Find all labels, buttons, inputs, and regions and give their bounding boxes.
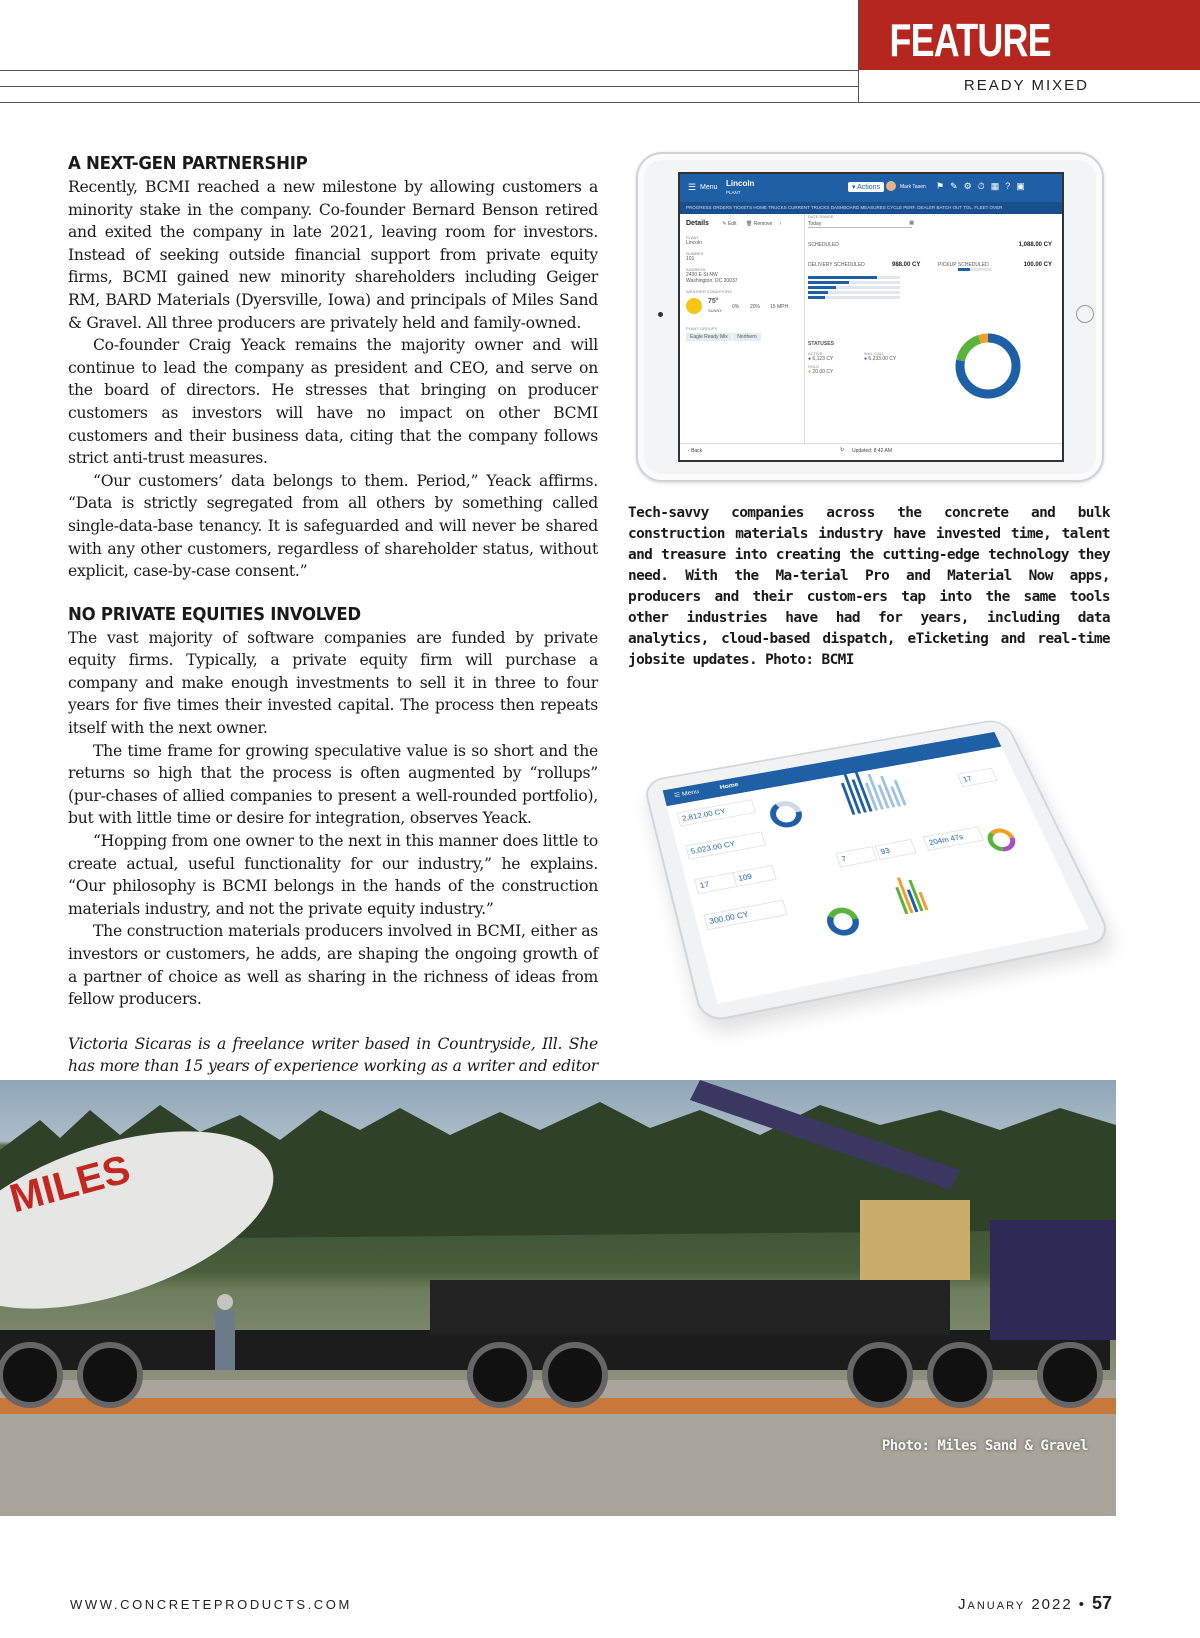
app-screen bbox=[678, 172, 1064, 462]
tablet-frame bbox=[642, 718, 1114, 1024]
wheel bbox=[850, 1345, 910, 1405]
wheel bbox=[930, 1345, 990, 1405]
scheduled-value: 1,088.00 CY bbox=[1018, 242, 1052, 248]
paragraph: The time frame for growing speculative value is so short and the returns so high that the process is often augmented by “rollups” (pur-chases of allied companies to present a well-rounded portfolio), but with little time or desire for integration, observes Yeack. bbox=[68, 741, 598, 828]
progress-bar bbox=[808, 296, 900, 299]
bullet-separator: • bbox=[1078, 1596, 1086, 1613]
hold-label: HOLD bbox=[808, 364, 820, 369]
field-label: PLANT bbox=[686, 235, 699, 240]
date-range-value: Today bbox=[808, 221, 822, 227]
remove-button[interactable]: 🗑 Remove bbox=[745, 221, 773, 227]
remove-label: Remove bbox=[753, 221, 773, 227]
kpi-value: 2,812.00 CY bbox=[681, 807, 727, 823]
truck-brand-logo: MILES bbox=[5, 1147, 135, 1222]
pickup-progress bbox=[958, 266, 992, 273]
updated-timestamp: Updated: 8:42 AM bbox=[852, 448, 893, 454]
menu-icon[interactable]: ☰ bbox=[673, 792, 682, 799]
plant-group-chip[interactable]: Northern bbox=[733, 333, 760, 341]
active-value-row: ● 6,123 CY bbox=[808, 356, 834, 362]
field-value: Lincoln bbox=[686, 240, 702, 246]
delivery-value: 988.00 CY bbox=[892, 262, 921, 268]
kpi-value: 17 bbox=[961, 774, 974, 784]
actions-label: Actions bbox=[857, 184, 881, 191]
kpi-value: 204m 47s bbox=[927, 833, 965, 847]
wheel bbox=[80, 1345, 140, 1405]
field-label: PLANT GROUPS bbox=[686, 326, 718, 331]
edit-label: Edit bbox=[727, 221, 737, 227]
toolbar-icons[interactable]: ⚑✎⚙⏱▦?▣ bbox=[936, 181, 1031, 191]
status-donut-chart bbox=[948, 326, 1028, 406]
progress-bar bbox=[958, 268, 992, 271]
hold-value-row: ● 20.00 CY bbox=[808, 369, 834, 375]
worker bbox=[215, 1310, 235, 1370]
bar-chart bbox=[837, 762, 907, 814]
paragraph: “Our customers’ data belongs to them. Period,” Yeack affirms. “Data is strictly segregated from all others by something called single-data-base tenancy. It is safeguarded and will never be shared with any other customers, regardless of shareholder status, without explicit, case-by-case consent.” bbox=[68, 471, 598, 581]
paragraph: The construction materials producers involved in BCMI, either as investors or customers, he adds, are shaping the ongoing growth of a partner of choice as well as sharing in the richness of ideas from fellow producers. bbox=[68, 922, 598, 1009]
will-call-value-row: ● 6,233.00 CY bbox=[864, 356, 897, 362]
actions-button[interactable]: ▾ Actions bbox=[848, 182, 884, 192]
scheduled-label: SCHEDULED bbox=[808, 242, 839, 248]
wheel bbox=[470, 1345, 530, 1405]
kpi-value: 17 bbox=[699, 880, 711, 890]
humidity-value: 20% bbox=[750, 304, 761, 310]
wind-value: 15 MPH bbox=[770, 304, 789, 310]
temperature: 75° bbox=[708, 298, 719, 305]
tablet-screenshot-angled bbox=[630, 680, 1090, 1010]
app-header bbox=[680, 174, 1062, 202]
feature-banner bbox=[858, 0, 1200, 70]
header-rule-mid bbox=[0, 86, 858, 87]
trailer-deck bbox=[430, 1280, 950, 1335]
active-label: ACTIVE bbox=[808, 351, 823, 356]
header-rule-top bbox=[0, 70, 858, 71]
field-label: ADDRESS bbox=[686, 267, 706, 272]
will-call-label: WILL CALL bbox=[864, 351, 885, 356]
crane-base bbox=[860, 1200, 970, 1280]
menu-label: Menu bbox=[681, 789, 700, 798]
user-name: Mark Tasen bbox=[900, 184, 926, 190]
bar bbox=[894, 780, 907, 806]
kpi-value: 5,023.00 CY bbox=[689, 839, 737, 856]
delivery-label: DELIVERY SCHEDULED bbox=[808, 262, 865, 268]
page-number: 57 bbox=[1091, 1593, 1112, 1613]
tablet-screenshot bbox=[636, 152, 1104, 482]
field-value: 101 bbox=[686, 256, 695, 262]
issue-date: January 2022 bbox=[958, 1596, 1073, 1613]
paragraph: “Hopping from one owner to the next in this manner does little to create actual, useful functionality for our industry,” he explains. “Our philosophy is BCMI belongs in the hands of the construction materials industry, and not the private equity industry.” bbox=[68, 832, 598, 918]
progress-bar bbox=[808, 276, 900, 279]
edit-button[interactable]: ✎ Edit bbox=[722, 221, 737, 227]
precip-value: 0% bbox=[732, 304, 740, 310]
construction-photo bbox=[0, 1080, 1116, 1516]
wheel bbox=[0, 1345, 60, 1405]
pickup-label: PICKUP SCHEDULED bbox=[938, 262, 989, 268]
author-bio: Victoria Sicaras is a freelance writer based in Countryside, Ill. She has more than 15 years of experience working as a writer and editor bbox=[68, 1034, 598, 1076]
home-button-icon bbox=[1076, 305, 1094, 323]
kpi-value: 109 bbox=[737, 872, 753, 883]
section1-heading: A NEXT-GEN PARTNERSHIP bbox=[68, 153, 308, 174]
kpi-value: 300.00 CY bbox=[708, 910, 750, 926]
wheel bbox=[1040, 1345, 1100, 1405]
dashboard-charts bbox=[663, 732, 1089, 1002]
date-range-label: DATE RANGE bbox=[808, 214, 834, 219]
field-label: NUMBER bbox=[686, 251, 704, 256]
photo-credit: Photo: Miles Sand & Gravel bbox=[881, 1438, 1088, 1454]
plant-group-chip[interactable]: Eagle Ready Mix bbox=[686, 333, 732, 341]
progress-bar bbox=[808, 291, 900, 294]
app-nav-tabs[interactable]: PROGRESS ORDERS TICKETS HOME TRUCKS CURRENT TRUCKS DASHBOARD MEASURES CYCLE PERF. DEALER BATCH OUT TOL. FLEET OVER bbox=[680, 202, 1062, 214]
home-label: Home bbox=[719, 782, 740, 791]
worker bbox=[217, 1294, 233, 1310]
menu-icon[interactable]: ☰ bbox=[688, 182, 697, 192]
will-call-value: 6,233.00 CY bbox=[868, 356, 897, 362]
camera-icon bbox=[658, 312, 663, 317]
plant-subtitle: PLANT bbox=[726, 190, 741, 195]
feature-label: FEATURE bbox=[889, 14, 1051, 66]
details-panel bbox=[680, 214, 805, 444]
dashboard-screen bbox=[663, 732, 1089, 1004]
schedule-panel bbox=[808, 214, 1058, 444]
back-label: Back bbox=[691, 448, 703, 454]
kpi-value: 93 bbox=[879, 846, 891, 856]
avatar[interactable] bbox=[886, 181, 896, 191]
progress-bar bbox=[808, 281, 900, 284]
back-button[interactable]: ‹ Back bbox=[688, 448, 703, 454]
details-title: Details bbox=[686, 220, 709, 227]
paragraph: Co-founder Craig Yeack remains the majority owner and will continue to lead the company as president and CEO, and serve on the board of directors. He stresses that bringing on producer customers as investors will have no impact on other BCMI customers and their business data, citing that the company follows strict anti-trust measures. bbox=[68, 336, 598, 468]
temperature-sub: SUNNY bbox=[708, 308, 723, 313]
progress-bar bbox=[808, 286, 900, 289]
field-value: 2430 E St NW Washington, DC 20037 bbox=[686, 272, 738, 284]
kpi-value: 7 bbox=[840, 854, 848, 864]
truck-cab bbox=[990, 1220, 1116, 1340]
menu-label: Menu bbox=[700, 184, 718, 191]
multi-bar-chart bbox=[892, 875, 928, 915]
section2-heading: NO PRIVATE EQUITIES INVOLVED bbox=[68, 603, 361, 625]
pickup-value: 100.00 CY bbox=[1023, 262, 1052, 268]
chevron-left-icon[interactable]: ‹ bbox=[779, 221, 782, 227]
page-footer bbox=[958, 1593, 1112, 1614]
paragraph: The vast majority of software companies are funded by private equity firms. Typically, a private equity firm will purchase a company and make enough investments to sell it in three to four years for five times their invested capital. The process then repeats itself with the next owner. bbox=[68, 628, 598, 738]
refresh-icon[interactable]: ↻ bbox=[840, 447, 845, 453]
hold-value: 20.00 CY bbox=[812, 369, 834, 375]
statuses-label: STATUSES bbox=[808, 341, 834, 347]
header-rule-bottom bbox=[0, 102, 1200, 103]
date-range-input[interactable] bbox=[808, 221, 912, 228]
wheel bbox=[545, 1345, 605, 1405]
sun-icon bbox=[686, 298, 702, 314]
website-url: WWW.CONCRETEPRODUCTS.COM bbox=[70, 1597, 352, 1612]
delivery-progress-list bbox=[808, 276, 900, 299]
section-label: READY MIXED bbox=[858, 70, 1089, 102]
photo-caption: Tech-savvy companies across the concrete and bulk construction materials industry have invested time, talent and treasure into creating the cutting-edge technology they need. With the Ma-terial Pro and Material Now apps, producers and their custom-ers tap into the same tools other industries have had for years, including data analytics, cloud-based dispatch, eTicketing and real-time jobsite updates. Photo: BCMI bbox=[628, 505, 1110, 668]
plant-title: Lincoln bbox=[726, 179, 755, 188]
field-label: WEATHER CONDITIONS bbox=[686, 289, 732, 294]
article-column bbox=[68, 152, 598, 1101]
calendar-icon[interactable]: ▦ bbox=[909, 220, 914, 226]
active-value: 6,123 CY bbox=[812, 356, 834, 362]
app-footer bbox=[680, 443, 1062, 460]
paragraph: Recently, BCMI reached a new milestone by allowing customers a minority stake in the company. Co-founder Bernard Benson retired and exited the company in late 2021, leaving room for investors. Instead of seeking outside financial support from private equity firms, BCMI gained new minority shareholders including Geiger RM, BARD Materials (Dyersville, Iowa) and principals of Miles Sand & Gravel. All three producers are privately held and family-owned. bbox=[68, 178, 598, 332]
